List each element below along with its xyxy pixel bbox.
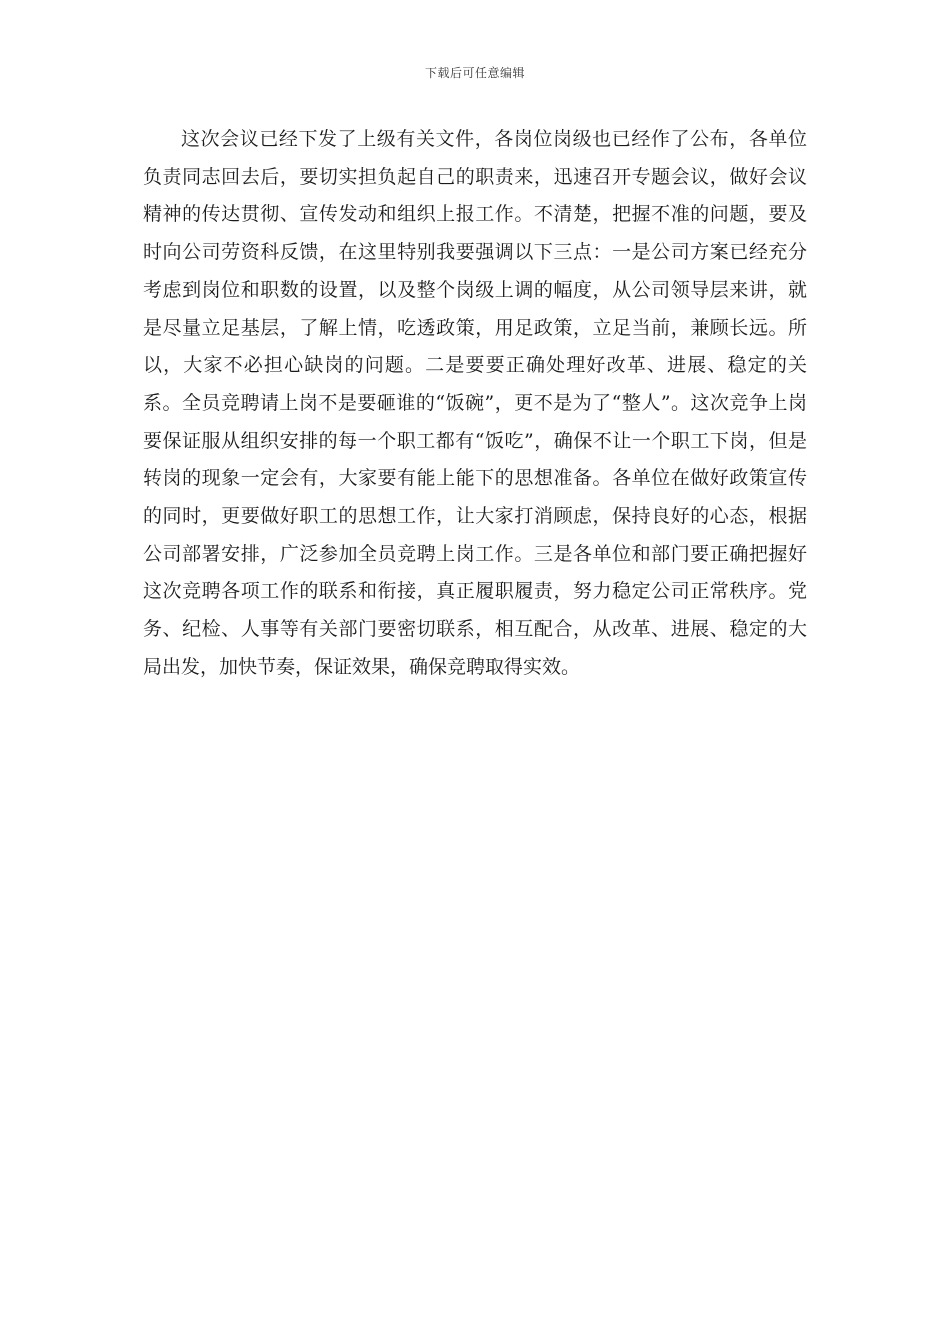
page-header: 下载后可任意编辑 [424,66,525,80]
body-paragraph: 这次会议已经下发了上级有关文件，各岗位岗级也已经作了公布，各单位负责同志回去后，要切实担负起自己的职责来，迅速召开专题会议，做好会议精神的传达贯彻、宣传发动和组织上报工作。不清楚，把握不准的问题，要及时向公司劳资科反馈，在这里特别我要强调以下三点：一是公司方案已经充分考虑到岗位和职数的设置，以及整个岗级上调的幅度，从公司领导层来讲，就是尽量立足基层，了解上情，吃透政策，用足政策，立足当前，兼顾长远。所以，大家不必担心缺岗的问题。二是要要正确处理好改革、进展、稳定的关系。全员竞聘请上岗不是要砸谁的“饭碗”，更不是为了“整人”。这次竞争上岗要保证服从组织安排的每一个职工都有“饭吃”，确保不让一个职工下岗，但是转岗的现象一定会有，大家要有能上能下的思想准备。各单位在做好政策宣传的同时，更要做好职工的思想工作，让大家打消顾虑，保持良好的心态，根据公司部署安排，广泛参加全员竞聘上岗工作。三是各单位和部门要正确把握好这次竞聘各项工作的联系和衔接，真正履职履责，努力稳定公司正常秩序。党务、纪检、人事等有关部门要密切联系，相互配合，从改革、进展、稳定的大局出发，加快节奏，保证效果，确保竞聘取得实效。 [143,128,807,678]
